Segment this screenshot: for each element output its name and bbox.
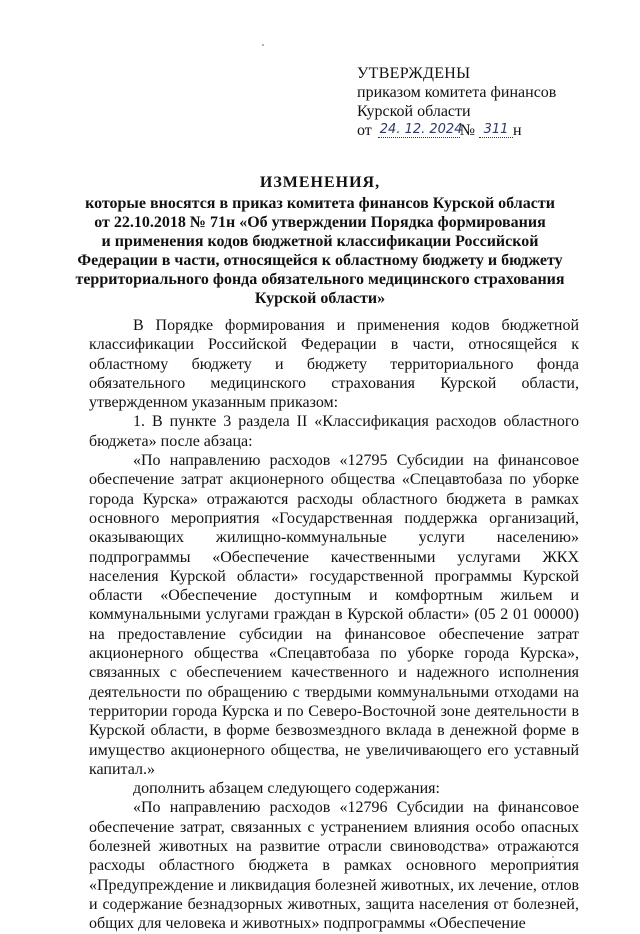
approval-line-1: приказом комитета финансов: [357, 84, 557, 101]
document-title: [60, 173, 580, 308]
title-line: Курской области»: [254, 290, 386, 307]
title-line: от 22.10.2018 № 71н «Об утверждении Порядка формирования: [94, 214, 546, 231]
title-line: и применения кодов бюджетной классификации Российской: [101, 233, 539, 250]
number-label: №: [459, 122, 476, 139]
body-paragraph: дополнить абзацем следующего содержания:: [133, 780, 440, 798]
body-paragraph: «По направлению расходов «12795 Субсидии на финансовое обеспечение затрат акционерного общества «Спецавтобаза по уборке города Курска» отражаются расходы областного бюджета в рамках основного мероприятия «Государственная поддержка организаций, оказывающих жилищно-коммунальные услуги населению» подпрограммы «Обеспечение качественными услугами ЖКХ населения Курской области» государственной программы Курской области «Обеспечение доступным и комфортным жильем и коммунальными услугами граждан в Курской области» (05 2 01 00000) на предоставление субсидии на финансовое обеспечение затрат акционерного общества «Спецавтобаза по уборке города Курска», связанных с обеспечением качественного и надежного исполнения деятельности по обращению с твердыми коммунальными отходами на территории города Курска и по Северо-Восточной зоне деятельности в Курской области, в форме безвозмездного вклада в денежной форме в имущество акционерного общества, не увеличивающего его уставный капитал.»: [89, 452, 579, 778]
handwritten-number: 311: [479, 123, 513, 138]
body-paragraph: 1. В пункте 3 раздела II «Классификация расходов областного бюджета» после абзаца:: [89, 413, 579, 450]
title-line: которые вносятся в приказ комитета финансов Курской области: [85, 195, 555, 212]
approval-date-number-row: [357, 121, 617, 140]
approval-block: [357, 64, 617, 140]
document-body: [89, 316, 579, 934]
handwritten-date: 24. 12. 2024: [379, 122, 463, 137]
title-line: Федерации в части, относящейся к областному бюджету и бюджету: [77, 252, 563, 269]
number-suffix: н: [513, 122, 522, 139]
approval-heading: УТВЕРЖДЕНЫ: [357, 65, 471, 82]
scan-speck: [262, 44, 264, 46]
from-label: от: [357, 122, 372, 139]
body-paragraph: «По направлению расходов «12796 Субсидии на финансовое обеспечение затрат, связанных с устранением влияния особо опасных болезней животных на развитие отрасли свиноводства» отражаются расходы областного бюджета в рамках основного мероприятия «Предупреждение и ликвидация болезней животных, их лечение, отлов и содержание безнадзорных животных, защита населения от болезней, общих для человека и животных» подпрограммы «Обеспечение: [89, 799, 579, 933]
title-heading: ИЗМЕНЕНИЯ,: [259, 174, 381, 191]
title-line: территориального фонда обязательного медицинского страхования: [75, 271, 565, 288]
body-paragraph: В Порядке формирования и применения кодов бюджетной классификации Российской Федерации в части, относящейся к областному бюджету и бюджету территориального фонда обязательного медицинского страхования Курской области, утвержденном указанным приказом:: [89, 317, 579, 412]
approval-line-2: Курской области: [357, 103, 471, 120]
